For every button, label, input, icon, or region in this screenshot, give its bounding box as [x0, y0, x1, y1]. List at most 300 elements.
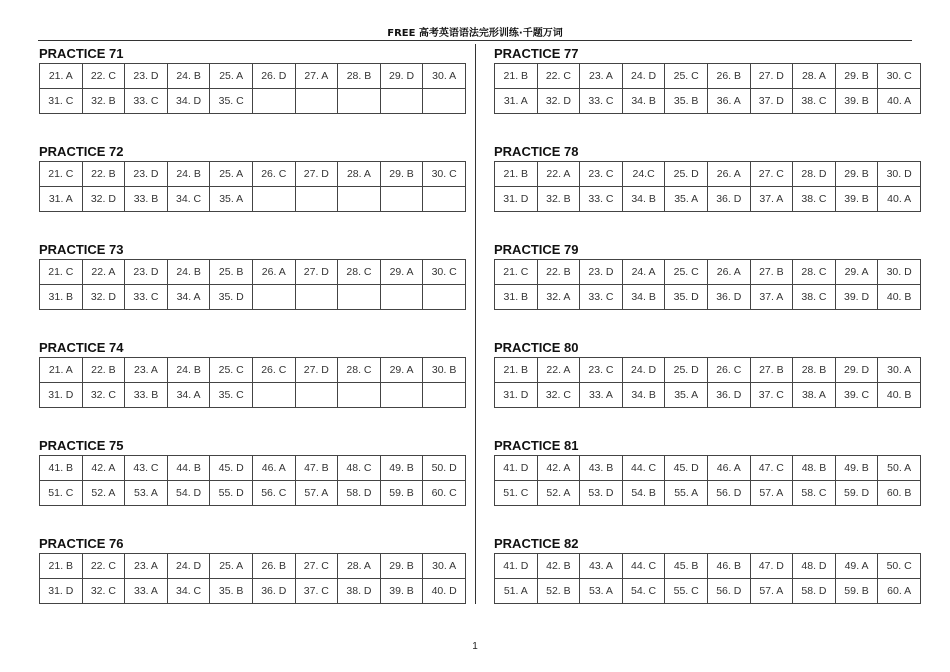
answer-cell: 31. D — [495, 187, 538, 212]
answer-cell: 60. B — [878, 481, 921, 506]
answer-cell: 46. A — [252, 456, 295, 481]
answer-cell: 21. B — [495, 64, 538, 89]
answer-cell: 32. D — [537, 89, 580, 114]
answer-cell: 29. D — [835, 358, 878, 383]
answer-cell — [338, 285, 381, 310]
answer-cell — [295, 383, 338, 408]
table-row — [40, 383, 466, 408]
practice-title: PRACTICE 78 — [494, 144, 579, 159]
answer-cell: 35. C — [210, 89, 253, 114]
answer-cell: 33. C — [580, 89, 623, 114]
answer-table — [39, 553, 466, 604]
answer-cell: 51. C — [495, 481, 538, 506]
answer-cell: 21. B — [40, 554, 83, 579]
practice-block — [494, 144, 912, 242]
practice-block — [494, 242, 912, 340]
answer-cell: 22. A — [82, 260, 125, 285]
page-header-title: FREE 高考英语语法完形训练·千题万词 — [387, 28, 563, 39]
table-row — [495, 285, 921, 310]
answer-cell: 45. B — [665, 554, 708, 579]
answer-cell: 22. A — [537, 162, 580, 187]
answer-cell — [252, 187, 295, 212]
answer-cell: 32. C — [537, 383, 580, 408]
answer-cell: 22. A — [537, 358, 580, 383]
answer-cell — [380, 89, 423, 114]
answer-cell: 21. A — [40, 64, 83, 89]
answer-cell: 30. D — [878, 260, 921, 285]
practice-title: PRACTICE 71 — [39, 46, 124, 61]
practice-title: PRACTICE 82 — [494, 536, 579, 551]
answer-cell: 33. A — [580, 383, 623, 408]
answer-cell: 35. A — [665, 187, 708, 212]
table-row — [40, 579, 466, 604]
answer-cell: 49. B — [380, 456, 423, 481]
answer-cell: 43. A — [580, 554, 623, 579]
table-row — [495, 162, 921, 187]
answer-cell: 29. B — [835, 64, 878, 89]
answer-cell: 34. D — [167, 89, 210, 114]
answer-cell: 28. B — [793, 358, 836, 383]
answer-cell: 26. A — [707, 260, 750, 285]
answer-cell: 30. C — [423, 162, 466, 187]
answer-cell: 31. D — [40, 579, 83, 604]
practice-block — [39, 242, 457, 340]
answer-cell: 41. B — [40, 456, 83, 481]
answer-cell: 59. D — [835, 481, 878, 506]
answer-cell: 22. C — [537, 64, 580, 89]
answer-cell: 49. A — [835, 554, 878, 579]
answer-cell — [380, 285, 423, 310]
answer-cell: 28. A — [338, 162, 381, 187]
answer-cell: 32. D — [82, 285, 125, 310]
answer-cell: 53. A — [580, 579, 623, 604]
answer-cell: 50. D — [423, 456, 466, 481]
answer-cell — [380, 187, 423, 212]
answer-cell: 59. B — [380, 481, 423, 506]
answer-cell: 24. A — [622, 260, 665, 285]
answer-cell: 37. D — [750, 89, 793, 114]
answer-table — [494, 63, 921, 114]
answer-cell: 22. C — [82, 554, 125, 579]
table-row — [40, 481, 466, 506]
answer-cell: 28. D — [793, 162, 836, 187]
answer-cell: 29. B — [380, 162, 423, 187]
answer-cell: 32. B — [82, 89, 125, 114]
answer-cell — [338, 383, 381, 408]
answer-cell — [380, 383, 423, 408]
answer-cell: 23. D — [125, 162, 168, 187]
practice-title: PRACTICE 77 — [494, 46, 579, 61]
answer-cell: 43. C — [125, 456, 168, 481]
answer-cell: 46. B — [707, 554, 750, 579]
answer-cell: 26. C — [252, 358, 295, 383]
table-row — [40, 162, 466, 187]
table-row — [40, 64, 466, 89]
answer-cell: 34. B — [622, 383, 665, 408]
answer-cell — [423, 285, 466, 310]
answer-cell: 25. A — [210, 64, 253, 89]
answer-cell: 29. D — [380, 64, 423, 89]
answer-cell: 34. B — [622, 187, 665, 212]
answer-cell: 25. C — [665, 64, 708, 89]
answer-cell: 60. A — [878, 579, 921, 604]
answer-cell: 58. C — [793, 481, 836, 506]
answer-cell — [423, 89, 466, 114]
answer-cell: 39. B — [835, 187, 878, 212]
answer-table — [39, 259, 466, 310]
answer-cell: 32. A — [537, 285, 580, 310]
answer-cell: 24. D — [167, 554, 210, 579]
right-column — [494, 46, 912, 634]
answer-cell: 32. C — [82, 579, 125, 604]
answer-cell: 54. C — [622, 579, 665, 604]
answer-cell: 34. C — [167, 579, 210, 604]
answer-cell: 33. B — [125, 187, 168, 212]
practice-block — [39, 438, 457, 536]
answer-cell: 26. A — [252, 260, 295, 285]
answer-table — [39, 63, 466, 114]
answer-cell — [338, 89, 381, 114]
answer-cell: 45. D — [665, 456, 708, 481]
answer-cell: 55. A — [665, 481, 708, 506]
answer-cell: 50. C — [878, 554, 921, 579]
answer-cell: 26. B — [252, 554, 295, 579]
practice-block — [39, 536, 457, 634]
answer-cell: 36. A — [707, 89, 750, 114]
answer-cell — [295, 285, 338, 310]
answer-cell: 38. C — [793, 89, 836, 114]
answer-cell: 24.C — [622, 162, 665, 187]
answer-cell: 33. C — [125, 89, 168, 114]
answer-cell: 59. B — [835, 579, 878, 604]
answer-cell — [338, 187, 381, 212]
answer-cell: 21. C — [40, 260, 83, 285]
answer-cell: 44. C — [622, 554, 665, 579]
answer-cell: 40. B — [878, 285, 921, 310]
answer-cell: 38. A — [793, 383, 836, 408]
practice-title: PRACTICE 79 — [494, 242, 579, 257]
answer-cell: 31. B — [40, 285, 83, 310]
answer-cell: 37. A — [750, 285, 793, 310]
answer-cell: 39. B — [380, 579, 423, 604]
answer-cell: 58. D — [338, 481, 381, 506]
answer-cell: 40. D — [423, 579, 466, 604]
answer-cell: 35. D — [210, 285, 253, 310]
answer-cell: 55. C — [665, 579, 708, 604]
answer-cell: 34. B — [622, 285, 665, 310]
page-number: 1 — [472, 641, 478, 652]
practice-block — [39, 340, 457, 438]
answer-cell: 53. A — [125, 481, 168, 506]
answer-cell — [252, 285, 295, 310]
answer-cell: 21. C — [40, 162, 83, 187]
answer-cell: 23. A — [125, 358, 168, 383]
table-row — [495, 358, 921, 383]
answer-cell — [252, 383, 295, 408]
answer-cell: 40. A — [878, 187, 921, 212]
answer-cell: 33. C — [580, 187, 623, 212]
answer-cell: 48. C — [338, 456, 381, 481]
answer-table — [494, 161, 921, 212]
answer-cell: 28. A — [338, 554, 381, 579]
answer-cell: 60. C — [423, 481, 466, 506]
answer-cell: 26. D — [252, 64, 295, 89]
answer-cell: 52. A — [537, 481, 580, 506]
answer-cell: 33. C — [125, 285, 168, 310]
answer-cell: 26. B — [707, 64, 750, 89]
answer-cell: 27. D — [295, 260, 338, 285]
answer-cell: 35. D — [665, 285, 708, 310]
answer-cell: 23. A — [580, 64, 623, 89]
answer-cell: 57. A — [750, 579, 793, 604]
answer-cell: 36. D — [707, 285, 750, 310]
answer-cell: 27. C — [295, 554, 338, 579]
answer-cell: 54. D — [167, 481, 210, 506]
table-row — [495, 187, 921, 212]
answer-cell: 25. A — [210, 162, 253, 187]
answer-cell: 30. D — [878, 162, 921, 187]
table-row — [495, 64, 921, 89]
practice-block — [494, 46, 912, 144]
answer-cell: 51. C — [40, 481, 83, 506]
table-row — [495, 383, 921, 408]
answer-cell: 39. B — [835, 89, 878, 114]
answer-cell: 30. C — [878, 64, 921, 89]
left-column — [39, 46, 457, 634]
header-rule — [38, 40, 912, 41]
answer-cell: 36. D — [252, 579, 295, 604]
answer-cell: 52. B — [537, 579, 580, 604]
practice-title: PRACTICE 81 — [494, 438, 579, 453]
answer-cell: 25. C — [665, 260, 708, 285]
answer-cell: 32. B — [537, 187, 580, 212]
answer-cell: 22. C — [82, 64, 125, 89]
answer-cell: 35. B — [210, 579, 253, 604]
answer-cell: 30. A — [423, 554, 466, 579]
answer-cell: 55. D — [210, 481, 253, 506]
table-row — [40, 456, 466, 481]
table-row — [495, 579, 921, 604]
answer-cell: 23. D — [125, 260, 168, 285]
answer-table — [494, 357, 921, 408]
answer-cell: 39. C — [835, 383, 878, 408]
answer-cell: 23. D — [125, 64, 168, 89]
answer-cell: 21. C — [495, 260, 538, 285]
answer-cell: 24. B — [167, 358, 210, 383]
answer-cell: 33. B — [125, 383, 168, 408]
answer-cell: 47. B — [295, 456, 338, 481]
answer-cell: 31. A — [40, 187, 83, 212]
answer-cell: 31. D — [40, 383, 83, 408]
answer-cell: 42. A — [537, 456, 580, 481]
answer-table — [494, 553, 921, 604]
answer-cell: 53. D — [580, 481, 623, 506]
answer-cell: 25. C — [210, 358, 253, 383]
answer-cell: 40. B — [878, 383, 921, 408]
answer-cell: 44. C — [622, 456, 665, 481]
answer-cell: 46. A — [707, 456, 750, 481]
answer-cell: 56. D — [707, 481, 750, 506]
answer-cell: 27. B — [750, 260, 793, 285]
answer-cell: 28. B — [338, 64, 381, 89]
answer-cell: 27. D — [750, 64, 793, 89]
answer-cell: 57. A — [295, 481, 338, 506]
table-row — [40, 285, 466, 310]
answer-cell: 37. A — [750, 187, 793, 212]
answer-cell: 26. A — [707, 162, 750, 187]
answer-cell: 25. A — [210, 554, 253, 579]
answer-cell: 41. D — [495, 456, 538, 481]
answer-cell: 57. A — [750, 481, 793, 506]
answer-cell: 36. D — [707, 187, 750, 212]
practice-title: PRACTICE 76 — [39, 536, 124, 551]
answer-cell: 22. B — [537, 260, 580, 285]
answer-cell: 33. A — [125, 579, 168, 604]
answer-cell: 45. D — [210, 456, 253, 481]
answer-table — [39, 357, 466, 408]
answer-cell: 30. A — [878, 358, 921, 383]
answer-cell — [423, 187, 466, 212]
answer-cell — [295, 187, 338, 212]
answer-cell: 54. B — [622, 481, 665, 506]
answer-cell: 23. D — [580, 260, 623, 285]
answer-cell: 30. B — [423, 358, 466, 383]
answer-cell: 27. A — [295, 64, 338, 89]
answer-cell: 25. D — [665, 358, 708, 383]
answer-cell: 22. B — [82, 358, 125, 383]
practice-block — [494, 536, 912, 634]
answer-cell: 29. B — [380, 554, 423, 579]
answer-cell: 30. C — [423, 260, 466, 285]
answer-cell: 22. B — [82, 162, 125, 187]
answer-cell: 34. A — [167, 285, 210, 310]
practice-block — [494, 438, 912, 536]
answer-cell — [423, 383, 466, 408]
answer-table — [39, 161, 466, 212]
answer-cell: 21. B — [495, 358, 538, 383]
answer-cell: 30. A — [423, 64, 466, 89]
answer-cell: 39. D — [835, 285, 878, 310]
answer-cell: 28. C — [793, 260, 836, 285]
answer-cell: 41. D — [495, 554, 538, 579]
answer-cell: 24. B — [167, 162, 210, 187]
practice-block — [39, 46, 457, 144]
answer-cell: 28. C — [338, 260, 381, 285]
answer-cell: 21. B — [495, 162, 538, 187]
answer-cell: 42. B — [537, 554, 580, 579]
answer-table — [494, 455, 921, 506]
answer-cell: 44. B — [167, 456, 210, 481]
answer-cell: 29. B — [835, 162, 878, 187]
practice-title: PRACTICE 72 — [39, 144, 124, 159]
answer-cell: 33. C — [580, 285, 623, 310]
answer-cell: 38. D — [338, 579, 381, 604]
answer-cell: 29. A — [380, 358, 423, 383]
table-row — [495, 89, 921, 114]
answer-cell: 35. B — [665, 89, 708, 114]
answer-cell — [295, 89, 338, 114]
answer-cell: 24. D — [622, 64, 665, 89]
table-row — [495, 481, 921, 506]
practice-title: PRACTICE 73 — [39, 242, 124, 257]
answer-cell: 24. B — [167, 64, 210, 89]
table-row — [40, 89, 466, 114]
answer-cell: 27. C — [750, 162, 793, 187]
answer-cell: 37. C — [750, 383, 793, 408]
practice-title: PRACTICE 80 — [494, 340, 579, 355]
answer-cell: 25. B — [210, 260, 253, 285]
answer-cell: 40. A — [878, 89, 921, 114]
answer-cell: 23. A — [125, 554, 168, 579]
answer-cell: 32. C — [82, 383, 125, 408]
answer-cell — [252, 89, 295, 114]
table-row — [40, 187, 466, 212]
answer-cell: 43. B — [580, 456, 623, 481]
answer-cell: 28. C — [338, 358, 381, 383]
table-row — [495, 456, 921, 481]
answer-cell: 25. D — [665, 162, 708, 187]
table-row — [40, 260, 466, 285]
answer-cell: 27. B — [750, 358, 793, 383]
answer-cell: 34. A — [167, 383, 210, 408]
answer-cell: 47. D — [750, 554, 793, 579]
answer-cell: 26. C — [252, 162, 295, 187]
table-row — [495, 554, 921, 579]
answer-cell: 58. D — [793, 579, 836, 604]
practice-title: PRACTICE 75 — [39, 438, 124, 453]
answer-cell: 31. D — [495, 383, 538, 408]
answer-cell: 34. B — [622, 89, 665, 114]
table-row — [40, 358, 466, 383]
answer-cell: 37. C — [295, 579, 338, 604]
answer-cell: 35. A — [665, 383, 708, 408]
answer-table — [39, 455, 466, 506]
practice-title: PRACTICE 74 — [39, 340, 124, 355]
table-row — [40, 554, 466, 579]
answer-cell: 24. D — [622, 358, 665, 383]
answer-cell: 24. B — [167, 260, 210, 285]
answer-cell: 48. D — [793, 554, 836, 579]
answer-cell: 49. B — [835, 456, 878, 481]
answer-cell: 31. A — [495, 89, 538, 114]
practice-block — [39, 144, 457, 242]
answer-cell: 50. A — [878, 456, 921, 481]
answer-cell: 34. C — [167, 187, 210, 212]
answer-cell: 23. C — [580, 358, 623, 383]
answer-cell: 27. D — [295, 162, 338, 187]
answer-cell: 48. B — [793, 456, 836, 481]
answer-cell: 26. C — [707, 358, 750, 383]
answer-cell: 51. A — [495, 579, 538, 604]
answer-cell: 31. B — [495, 285, 538, 310]
answer-cell: 36. D — [707, 383, 750, 408]
answer-cell: 47. C — [750, 456, 793, 481]
answer-cell: 52. A — [82, 481, 125, 506]
answer-cell: 28. A — [793, 64, 836, 89]
answer-cell: 31. C — [40, 89, 83, 114]
answer-cell: 35. A — [210, 187, 253, 212]
answer-cell: 38. C — [793, 285, 836, 310]
answer-cell: 56. C — [252, 481, 295, 506]
answer-cell: 27. D — [295, 358, 338, 383]
answer-cell: 38. C — [793, 187, 836, 212]
answer-cell: 29. A — [835, 260, 878, 285]
answer-cell: 21. A — [40, 358, 83, 383]
answer-cell: 56. D — [707, 579, 750, 604]
answer-cell: 32. D — [82, 187, 125, 212]
answer-cell: 29. A — [380, 260, 423, 285]
answer-cell: 42. A — [82, 456, 125, 481]
